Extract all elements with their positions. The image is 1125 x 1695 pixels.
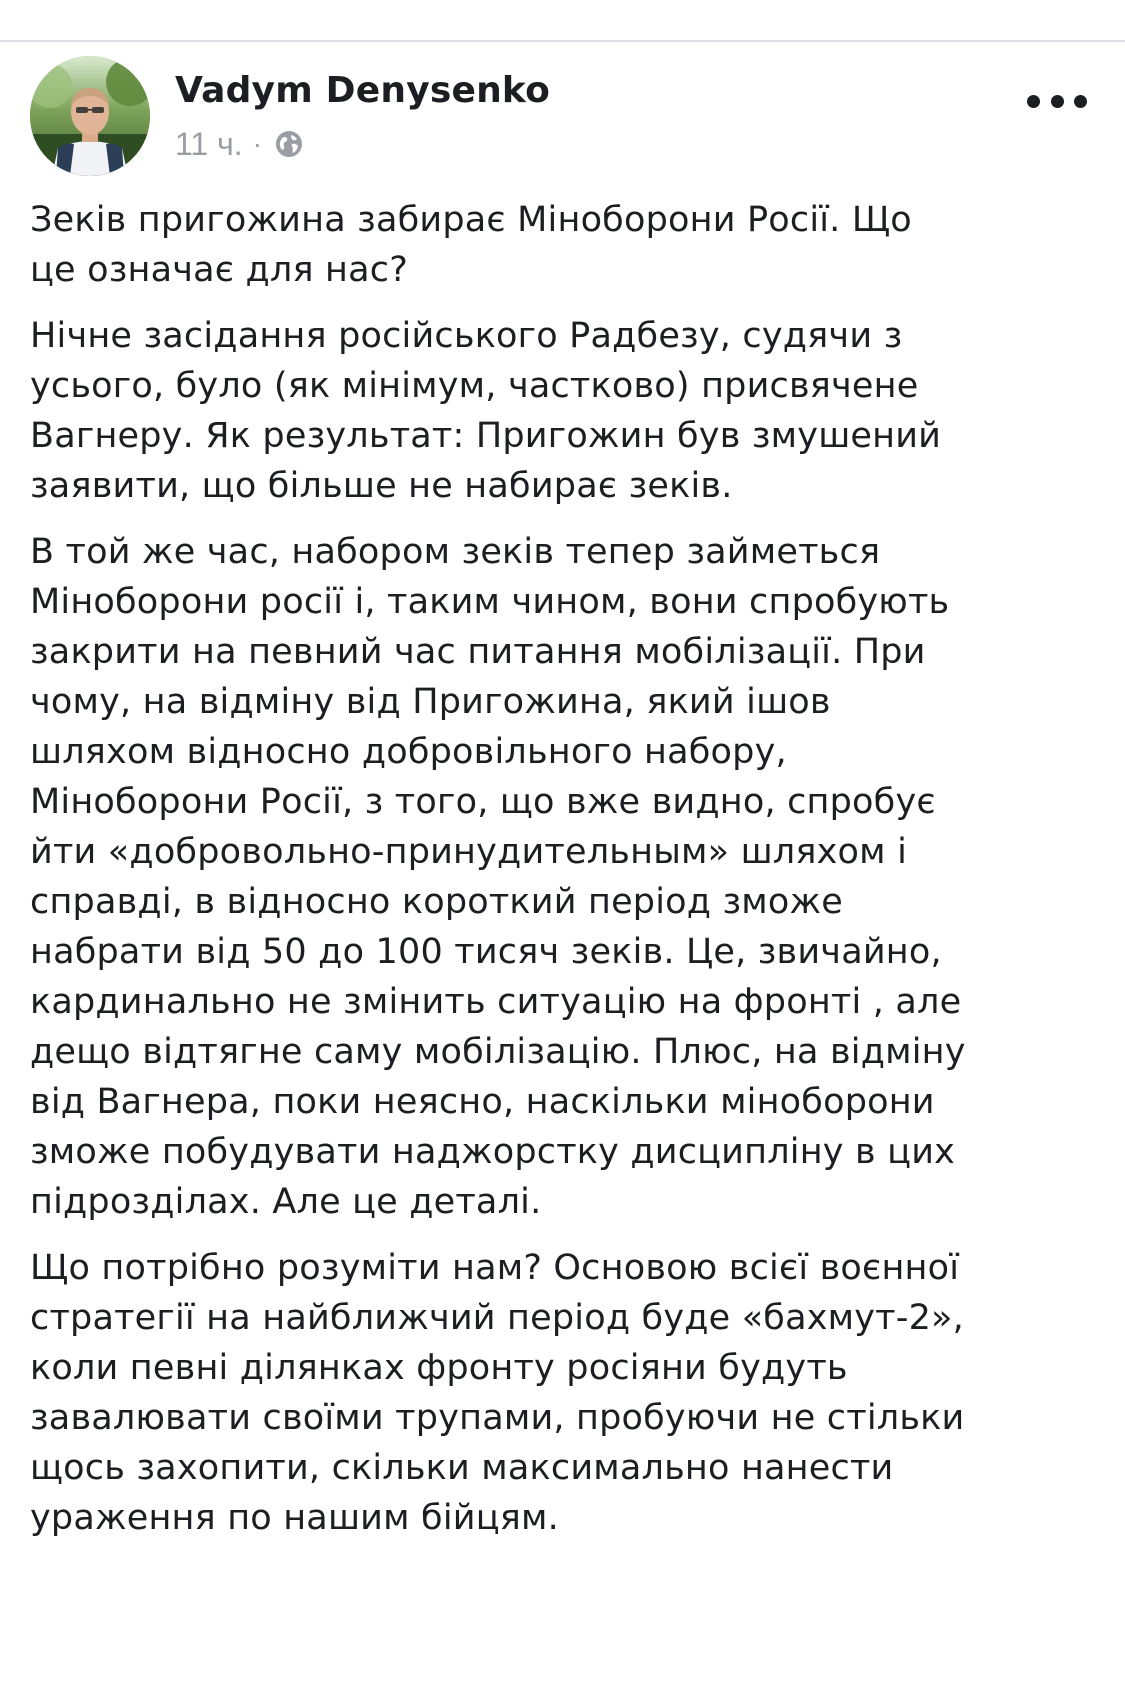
- post-paragraph: В той же час, набором зеків тепер займеться Міноборони росії і, таким чином, вони спробують закрити на певний час питання мобілізації. При чому, на відміну від Пригожина, який ішов шляхом відносно добровільного набору, Міноборони Росії, з того, що вже видно, спробує йти «добровольно-принудительным» шляхом і справді, в відносно короткий період зможе набрати від 50 до 100 тисяч зеків. Це, звичайно, кардинально не змінить ситуацію на фронті , але дещо відтягне саму мобілізацію. Плюс, на відміну від Вагнера, поки неясно, наскільки міноборони зможе побудувати наджорстку дисципліну в цих підрозділах. Але це деталі.: [30, 532, 966, 1222]
- post-timestamp[interactable]: 11 ч.: [175, 125, 243, 162]
- more-dot: [1074, 95, 1087, 108]
- post-paragraph: Що потрібно розуміти нам? Основою всієї воєнної стратегії на найближчий період буде «бахмут-2», коли певні ділянках фронту росіяни будуть завалювати своїми трупами, пробуючи не стільки щось захопити, скільки максимально нанести ураження по нашим бійцям.: [30, 1248, 965, 1538]
- post-body: [30, 195, 1100, 1559]
- author-name[interactable]: Vadym Denysenko: [175, 70, 551, 111]
- avatar[interactable]: [30, 56, 150, 176]
- post-headline: Зеків пригожина забирає Міноборони Росії. Що це означає для нас?: [30, 200, 912, 290]
- post-meta: [175, 124, 304, 164]
- top-divider: [0, 40, 1125, 42]
- meta-separator: ·: [252, 128, 262, 159]
- more-dot: [1027, 95, 1040, 108]
- more-options-icon[interactable]: [1027, 86, 1087, 116]
- post-paragraph: Нічне засідання російського Радбезу, судячи з усього, було (як мінімум, частково) присвячене Вагнеру. Як результат: Пригожин був змушений заявити, що більше не набирає зеків.: [30, 316, 942, 506]
- avatar-photo: [30, 56, 150, 176]
- post-header: [30, 52, 1095, 182]
- more-dot: [1051, 95, 1064, 108]
- globe-icon[interactable]: [274, 129, 304, 159]
